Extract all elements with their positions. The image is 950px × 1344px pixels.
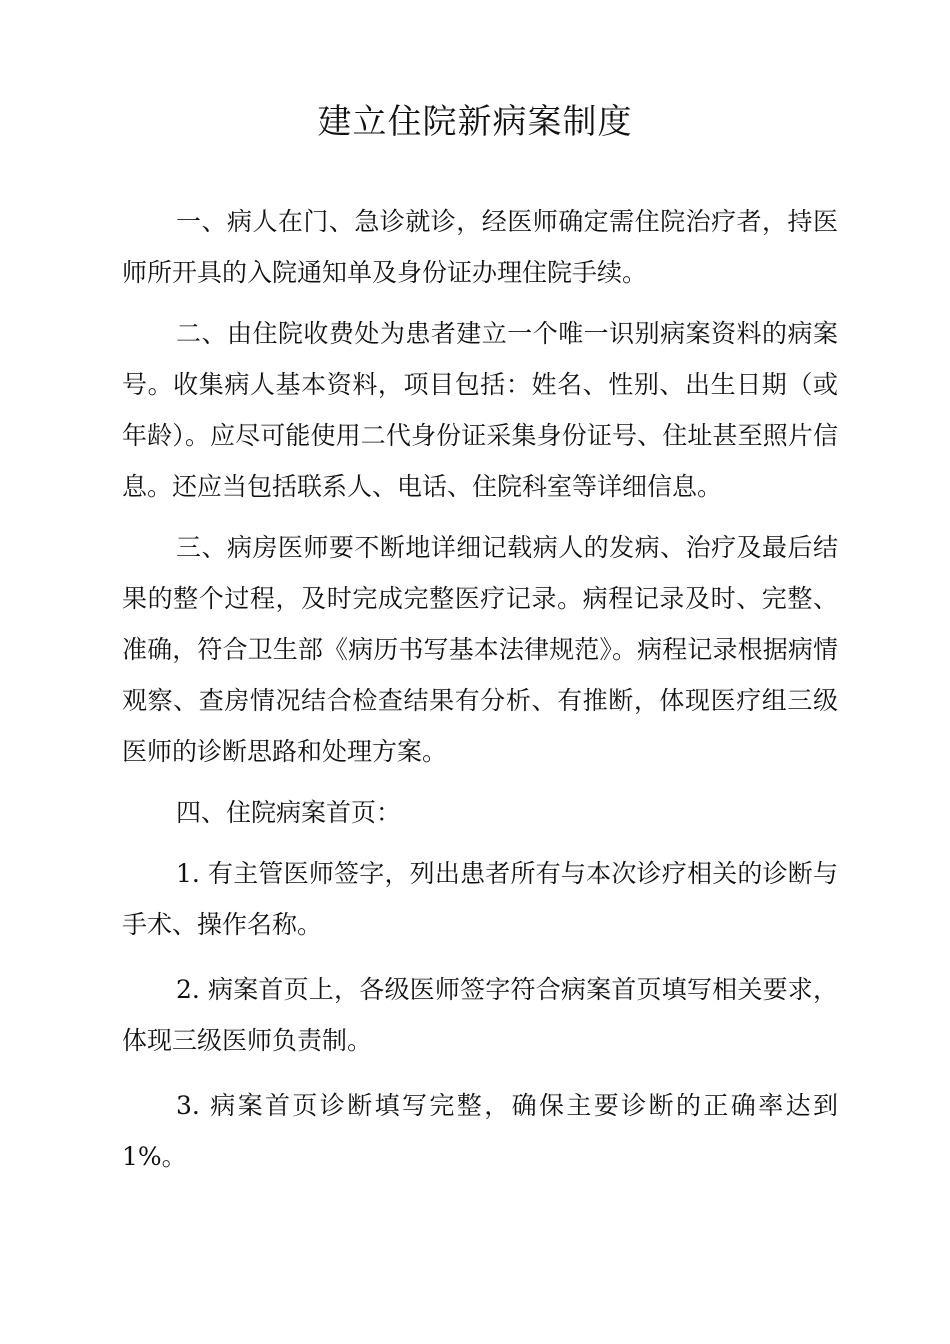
document-body [122,196,838,1196]
paragraph-2: 二、由住院收费处为患者建立一个唯一识别病案资料的病案号。收集病人基本资料，项目包括：姓名、性别、出生日期（或年龄）。应尽可能使用二代身份证采集身份证号、住址甚至照片信息。还应当包括联系人、电话、住院科室等详细信息。 [122,319,838,501]
list-item-2: 2. 病案首页上，各级医师签字符合病案首页填写相关要求，体现三级医师负责制。 [122,975,838,1055]
paragraph-1: 一、病人在门、急诊就诊，经医师确定需住院治疗者，持医师所开具的入院通知单及身份证办理住院手续。 [122,207,838,287]
paragraph-4-heading: 四、住院病案首页： [176,798,402,827]
document-title: 建立住院新病案制度 [317,102,633,142]
list-item-1: 1. 有主管医师签字，列出患者所有与本次诊疗相关的诊断与手术、操作名称。 [122,859,838,939]
paragraph-3: 三、病房医师要不断地详细记载病人的发病、治疗及最后结果的整个过程，及时完成完整医疗记录。病程记录及时、完整、准确，符合卫生部《病历书写基本法律规范》。病程记录根据病情观察、查房情况结合检查结果有分析、有推断，体现医疗组三级医师的诊断思路和处理方案。 [122,533,838,766]
list-item-3: 3. 病案首页诊断填写完整，确保主要诊断的正确率达到1%。 [122,1091,838,1171]
